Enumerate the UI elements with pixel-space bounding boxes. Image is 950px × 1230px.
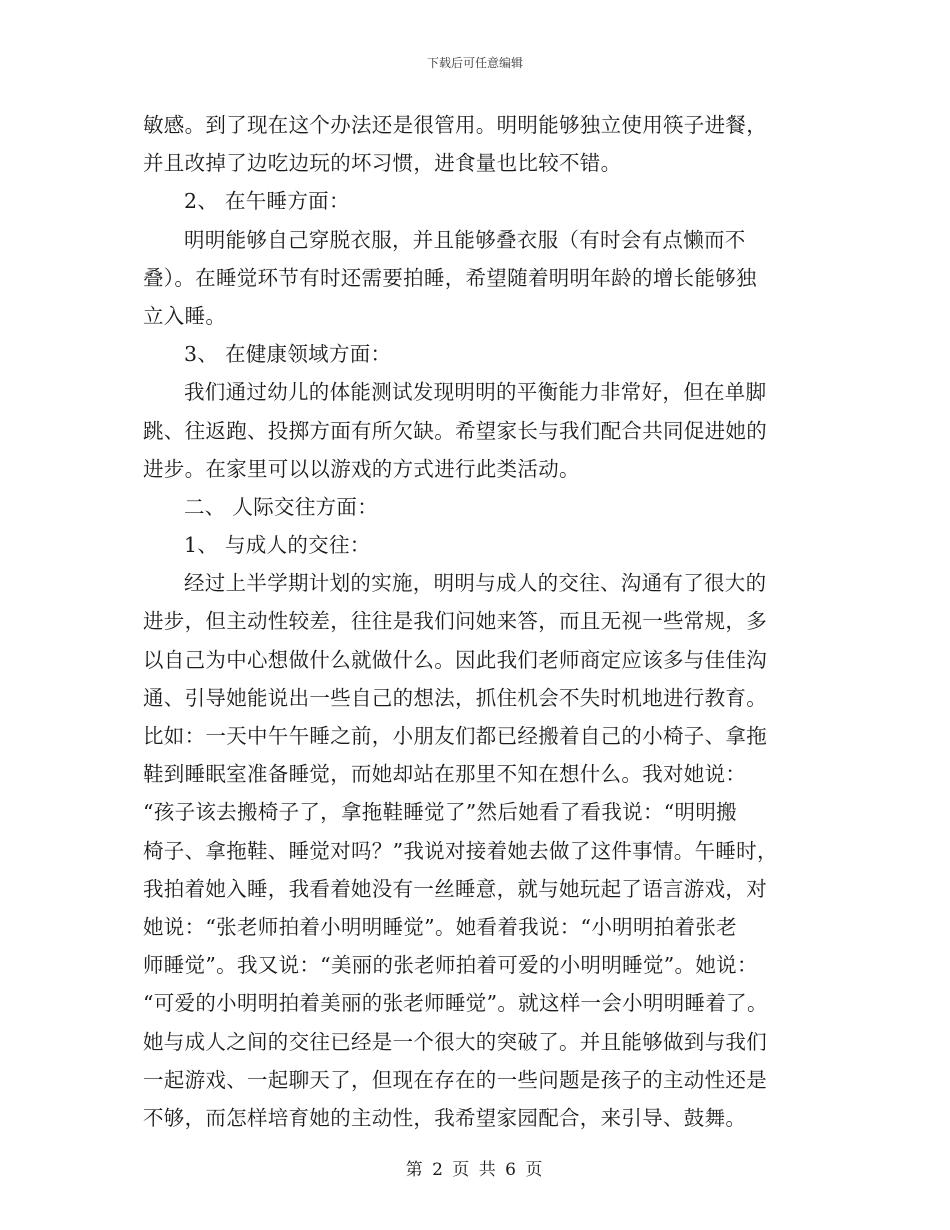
section-heading: 3、 在健康领域方面： bbox=[184, 342, 392, 367]
document-body bbox=[143, 106, 807, 1137]
text-line: “可爱的小明明拍着美丽的张老师睡觉”。就这样一会小明明睡着了。 bbox=[143, 991, 768, 1016]
text-line: 不够，而怎样培育她的主动性，我希望家园配合，来引导、鼓舞。 bbox=[143, 1105, 747, 1130]
section-heading: 二、 人际交往方面： bbox=[184, 494, 379, 519]
text-line: 叠）。在睡觉环节有时还需要拍睡，希望随着明明年龄的增长能够独 bbox=[143, 265, 757, 290]
text-line: 进步，但主动性较差，往往是我们问她来答，而且无视一些常规，多 bbox=[143, 609, 767, 634]
text-line: 她说：“张老师拍着小明明睡觉”。她看着我说：“小明明拍着张老 bbox=[143, 914, 737, 939]
paragraph-first-line: 我们通过幼儿的体能测试发现明明的平衡能力非常好，但在单脚 bbox=[184, 380, 767, 405]
paragraph-first-line: 经过上半学期计划的实施，明明与成人的交往、沟通有了很大的 bbox=[184, 571, 767, 596]
text-line: 以自己为中心想做什么就做什么。因此我们老师商定应该多与佳佳沟 bbox=[143, 647, 767, 672]
text-line: 她与成人之间的交往已经是一个很大的突破了。并且能够做到与我们 bbox=[143, 1029, 767, 1054]
text-line: 通、引导她能说出一些自己的想法，抓住机会不失时机地进行教育。 bbox=[143, 685, 767, 710]
text-line: 鞋到睡眠室准备睡觉，而她却站在那里不知在想什么。我对她说： bbox=[143, 762, 747, 787]
text-line: 师睡觉”。我又说：“美丽的张老师拍着可爱的小明明睡觉”。她说： bbox=[143, 953, 758, 978]
text-line: “孩子该去搬椅子了，拿拖鞋睡觉了”然后她看了看我说：“明明搬 bbox=[143, 800, 737, 825]
text-line: 立入睡。 bbox=[143, 303, 227, 328]
section-heading: 1、 与成人的交往： bbox=[184, 533, 371, 558]
text-line: 我拍着她入睡，我看着她没有一丝睡意，就与她玩起了语言游戏，对 bbox=[143, 876, 767, 901]
text-line: 椅子、拿拖鞋、睡觉对吗？”我说对接着她去做了这件事情。午睡时， bbox=[143, 838, 778, 863]
text-line: 一起游戏、一起聊天了，但现在存在的一些问题是孩子的主动性还是 bbox=[143, 1067, 767, 1092]
page-footer: 第 2 页 共 6 页 bbox=[405, 1160, 545, 1180]
text-line: 比如：一天中午午睡之前，小朋友们都已经搬着自己的小椅子、拿拖 bbox=[143, 724, 767, 748]
section-heading: 2、 在午睡方面： bbox=[184, 189, 350, 214]
text-line: 跳、往返跑、投掷方面有所欠缺。希望家长与我们配合共同促进她的 bbox=[143, 418, 767, 443]
text-line: 并且改掉了边吃边玩的坏习惯，进食量也比较不错。 bbox=[143, 151, 622, 176]
paragraph-first-line: 明明能够自己穿脱衣服，并且能够叠衣服（有时会有点懒而不 bbox=[184, 227, 746, 252]
text-line: 进步。在家里可以以游戏的方式进行此类活动。 bbox=[143, 456, 580, 481]
text-line: 敏感。到了现在这个办法还是很管用。明明能够独立使用筷子进餐， bbox=[143, 113, 767, 137]
page-header: 下载后可任意编辑 bbox=[426, 56, 523, 70]
